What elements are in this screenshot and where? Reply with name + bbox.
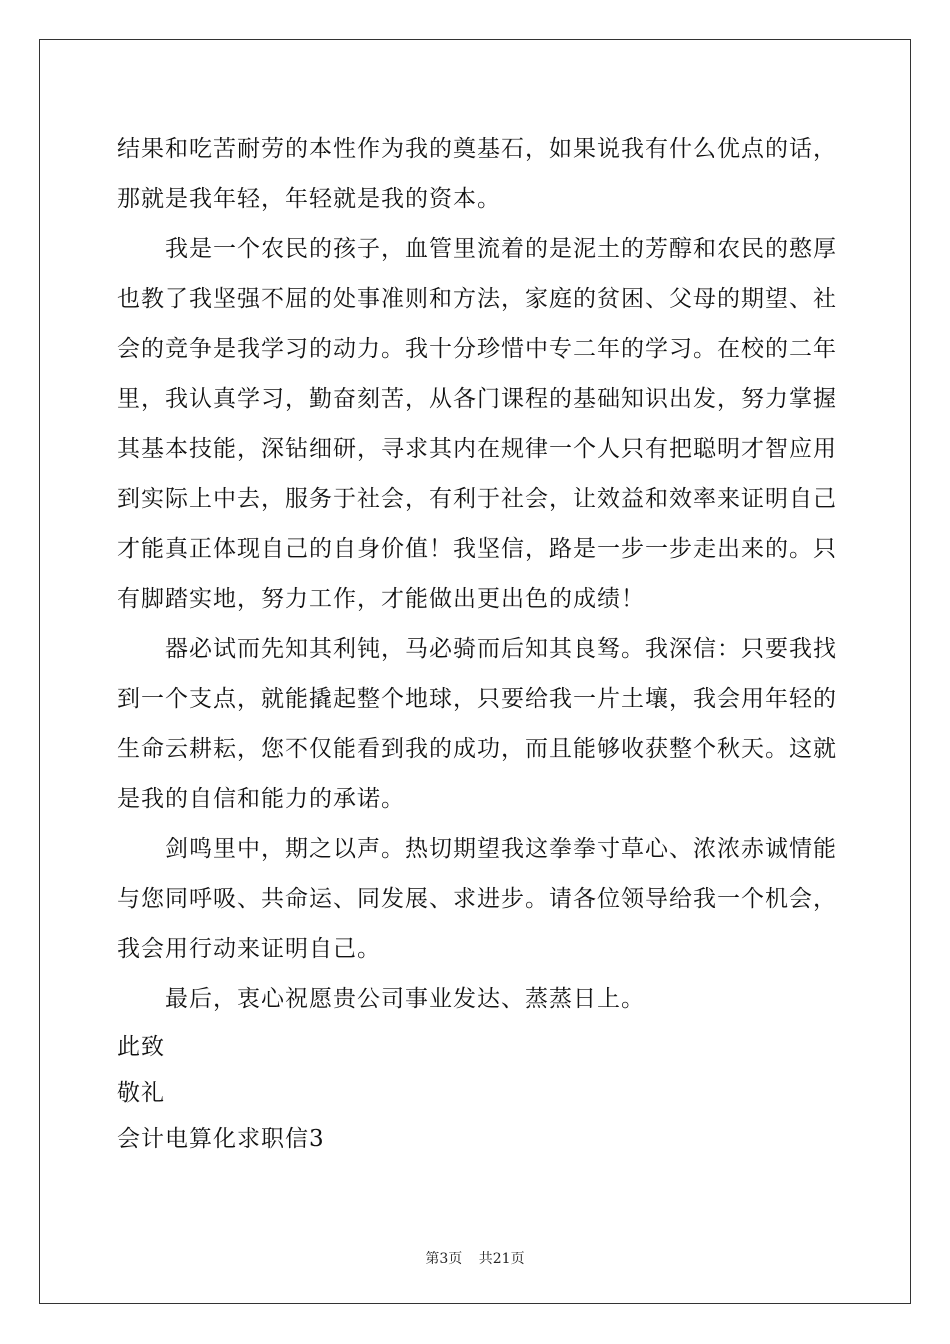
next-section-title: 会计电算化求职信3 [117,1126,325,1152]
closing-salutation: 此致 [117,1034,165,1060]
paragraph-request: 剑鸣里中，期之以声。热切期望我这拳拳寸草心、浓浓赤诚情能与您同呼吸、共命运、同发展、求进步。请各位领导给我一个机会，我会用行动来证明自己。 [117,836,837,962]
paragraph-background: 我是一个农民的孩子，血管里流着的是泥土的芳醇和农民的憨厚也教了我坚强不屈的处事准则和方法，家庭的贫困、父母的期望、社会的竞争是我学习的动力。我十分珍惜中专二年的学习。在校的二年里，我认真学习，勤奋刻苦，从各门课程的基础知识出发，努力掌握其基本技能，深钻细研，寻求其内在规律一个人只有把聪明才智应用到实际上中去，服务于社会，有利于社会，让效益和效率来证明自己才能真正体现自己的自身价值！我坚信，路是一步一步走出来的。只有脚踏实地，努力工作，才能做出更出色的成绩！ [117,236,837,612]
page-total: 共21页 [478,1251,525,1267]
closing-regards: 敬礼 [117,1080,165,1106]
paragraph-continued: 结果和吃苦耐劳的本性作为我的奠基石，如果说我有什么优点的话，那就是我年轻，年轻就是我的资本。 [117,136,837,212]
page-footer [0,1248,950,1268]
page-number: 第3页 [425,1251,463,1267]
paragraph-confidence: 器必试而先知其利钝，马必骑而后知其良驽。我深信：只要我找到一个支点，就能撬起整个地球，只要给我一片土壤，我会用年轻的生命云耕耘，您不仅能看到我的成功，而且能够收获整个秋天。这就是我的自信和能力的承诺。 [117,636,837,812]
letter-body [117,124,837,1162]
paragraph-wishes: 最后，衷心祝愿贵公司事业发达、蒸蒸日上。 [165,986,645,1012]
